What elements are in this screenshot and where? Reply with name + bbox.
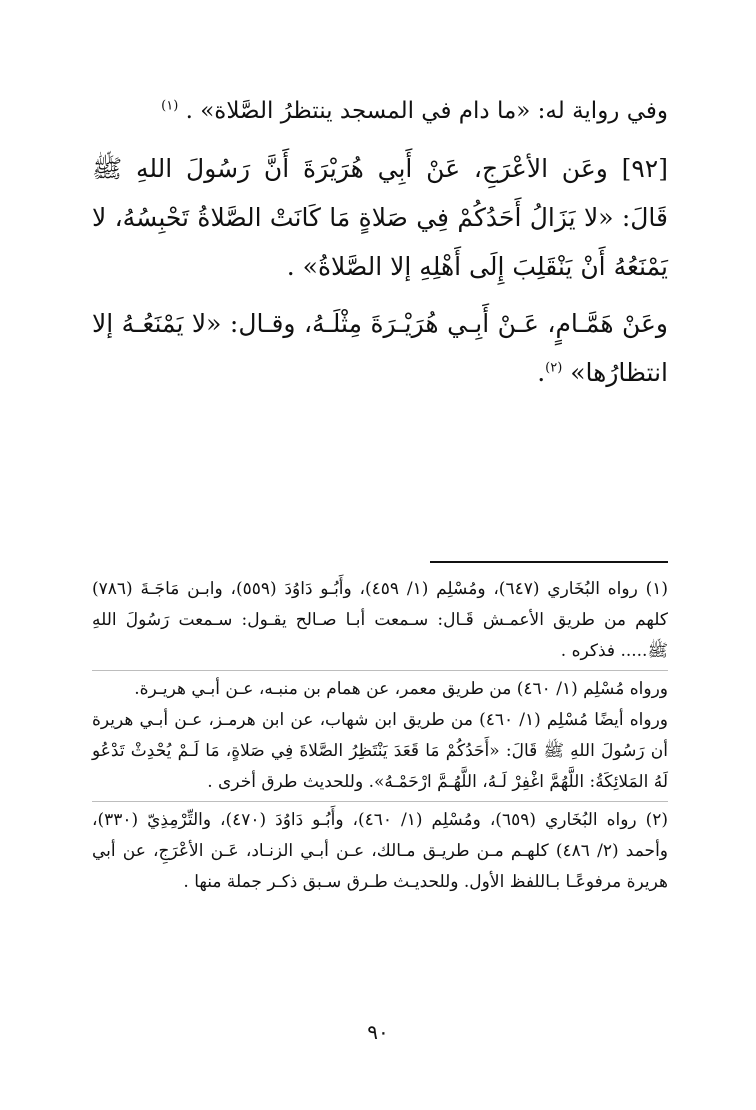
- footnote-1: [92, 574, 668, 798]
- footnote-separator: [430, 561, 668, 563]
- footnote-line: (٢) رواه البُخَاري (٦٥٩)، ومُسْلِم (١/ ٤٦٠)، وأَبُـو دَاوُدَ (٤٧٠)، والتِّرْمِذِيّ (٣٣٠)، وأحمد (٢/ ٤٨٦) كلهـم مـن طريـق مـالك، عـن أبـي الزنـاد، عَـن الأعْرَجِ، عن أبي هريرة مرفوعًـا بـاللفظ الأول. وللحديـث طـرق سـبق ذكـر جملة منها .: [92, 801, 668, 898]
- paragraph-text: وفي رواية له: «ما دام في المسجد ينتظرُ الصَّلاة» .: [185, 98, 668, 124]
- footnote-line: ورواه أيضًا مُسْلِم (١/ ٤٦٠) من طريق ابن شهاب، عن ابن هرمـز، عـن أبـي هريرة أن رَسُولَ اللهِ ﷺ قَالَ: «أَحَدُكُمْ مَا قَعَدَ يَنْتَظِرُ الصَّلاةَ فِي صَلاةٍ، مَا لَـمْ يُحْدِثْ تَدْعُو لَهُ المَلائِكَةُ: اللَّهُمَّ اغْفِرْ لَـهُ، اللَّهُـمَّ ارْحَمْـهُ». وللحديث طرق أخرى .: [92, 710, 668, 792]
- footnote-line: ورواه مُسْلِم (١/ ٤٦٠) من طريق معمر، عن همام بن منبـه، عـن أبـي هريـرة.: [92, 670, 668, 705]
- paragraph-hammam: [92, 299, 668, 397]
- paragraph-riwaya: [92, 88, 668, 134]
- paragraph-tail: .: [537, 358, 546, 387]
- footnotes: [92, 574, 668, 898]
- hadith-92: [92, 144, 668, 291]
- footnote-ref-2: (٢): [545, 360, 563, 376]
- footnote-ref-1: (١): [161, 98, 179, 114]
- main-text: [92, 88, 668, 397]
- paragraph-text: وعَنْ هَمَّـامٍ، عَـنْ أَبِـي هُرَيْـرَةَ مِثْلَـهُ، وقـال: «لا يَمْنَعُـهُ إلا انتظارُها»: [92, 309, 668, 387]
- footnote-line: (١) رواه البُخَاري (٦٤٧)، ومُسْلِم (١/ ٤٥٩)، وأَبُـو دَاوُدَ (٥٥٩)، وابـن مَاجَـةَ (٧٨٦) كلهم من طريق الأعمـش قَـال: سـمعت أبـا صـالح يقـول: سـمعت رَسُولَ اللهِ ﷺ..... فذكره .: [92, 579, 669, 661]
- footnote-2: [92, 801, 668, 898]
- paragraph-text: [٩٢] وعَن الأعْرَجِ، عَنْ أَبِي هُرَيْرَةَ أَنَّ رَسُولَ اللهِ ﷺ قَالَ: «لا يَزَالُ أَحَدُكُمْ فِي صَلاةٍ مَا كَانَتْ الصَّلاةُ تَحْبِسُهُ، لا يَمْنَعُهُ أَنْ يَنْقَلِبَ إِلَى أَهْلِهِ إلا الصَّلاةُ» .: [92, 154, 668, 281]
- page-number: ٩٠: [367, 1020, 389, 1044]
